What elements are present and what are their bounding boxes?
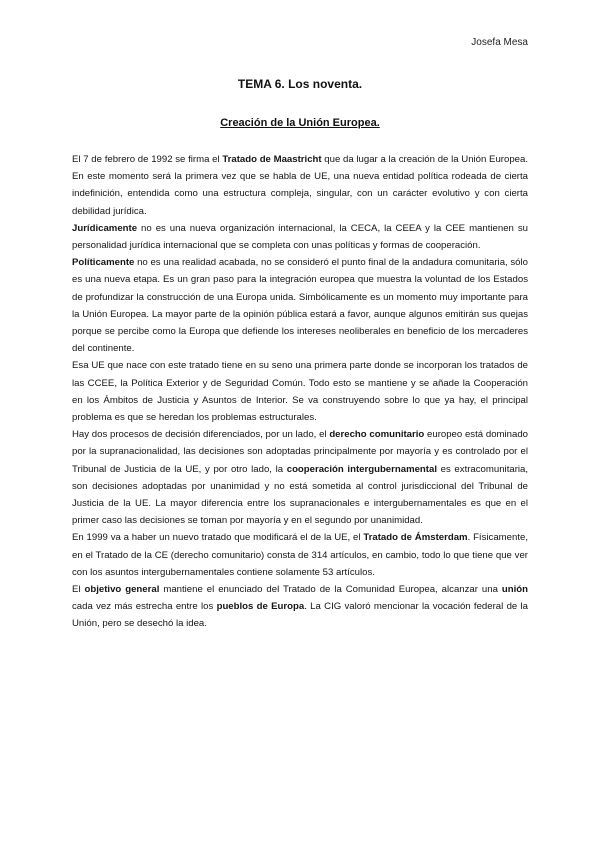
text-span: . La CIG valoró mencionar la vocación federal de la Unión, pero se desechó la idea. [72,601,529,630]
text-span: no es una nueva organización internacional, la CECA, la CEEA y la CEE mantienen su personalidad jurídica internacional que se completa con unas políticas y formas de cooperación. [72,222,528,252]
page-title: TEMA 6. Los noventa. [237,77,363,91]
paragraph [72,357,528,426]
text-span: cada vez más estrecha entre los [72,601,217,613]
paragraph [72,220,528,254]
bold-term: pueblos de Europa [216,601,305,613]
bold-term: cooperación intergubernamental [286,463,437,475]
bold-term: Tratado de Ámsterdam [363,532,468,544]
text-span: En 1999 va a haber un nuevo tratado que modificará el de la UE, el [72,532,364,544]
text-span: europeo está dominado por la supranacionalidad, las decisiones son adoptadas principalmente por mayoría y es controlado por el Tribunal de Justicia de la UE, y por otro lado, la [72,429,528,475]
bold-term: Jurídicamente [72,222,138,234]
text-span: que da lugar a la creación de la Unión Europea. En este momento será la primera vez que se habla de UE, una nueva entidad política rodeada de cierta indefinición, entendida como una estructura compleja, singular, con un carácter evolutivo y con cierta debilidad jurídica. [72,154,528,217]
section-heading: Creación de la Unión Europea. [220,117,380,129]
author-name: Josefa Mesa [471,37,528,48]
text-span: Hay dos procesos de decisión diferenciados, por un lado, el [72,429,330,441]
text-span: es extracomunitaria, son decisiones adoptadas por unanimidad y no está sometida al control jurisdiccional del Tribunal de Justicia de la UE. La mayor diferencia entre los supranacionales e intergubernamentales es que en el primer caso las decisiones se toman por mayoría y en el segundo por unanimidad. [72,463,529,527]
bold-term: Tratado de Maastricht [222,154,322,165]
text-span: El [72,584,85,596]
paragraph [72,529,528,581]
paragraph [72,581,528,633]
body-text [72,151,528,633]
text-span: El 7 de febrero de 1992 se firma el [72,154,223,165]
text-span: no es una realidad acabada, no se consideró el punto final de la andadura comunitaria, sólo es una nueva etapa. Es un gran paso para la integración europea que muestra la voluntad de los Estados de profundizar la construcción de una Europa unida. Simbólicamente es un momento muy importante para la Unión Europea. La mayor parte de la opinión pública estará a favor, aunque algunos emitirán sus quejas porque se percibe como la Europa que defiende los intereses neoliberales en beneficio de los mercaderes del continente. [72,257,528,355]
text-span: . Físicamente, en el Tratado de la CE (derecho comunitario) consta de 314 artículos, en cambio, todo lo que tiene que ver con los asuntos intergubernamentales contiene solamente 53 artículos. [72,532,528,578]
text-span: Esa UE que nace con este tratado tiene en su seno una primera parte donde se incorporan los tratados de las CCEE, la Política Exterior y de Seguridad Común. Todo esto se mantiene y se añade la Cooperación en los Ámbitos de Justicia y Asuntos de Interior. Se va construyendo sobre lo que ya hay, el principal problema es que se heredan los problemas estructurales. [72,360,528,424]
bold-term: objetivo general [84,584,160,596]
text-span: mantiene el enunciado del Tratado de la Comunidad Europea, alcanzar una [159,584,502,596]
paragraph [72,426,528,529]
bold-term: unión [501,584,528,596]
bold-term: Políticamente [72,257,135,269]
bold-term: derecho comunitario [329,429,425,441]
paragraph [72,151,528,220]
paragraph [72,254,528,357]
